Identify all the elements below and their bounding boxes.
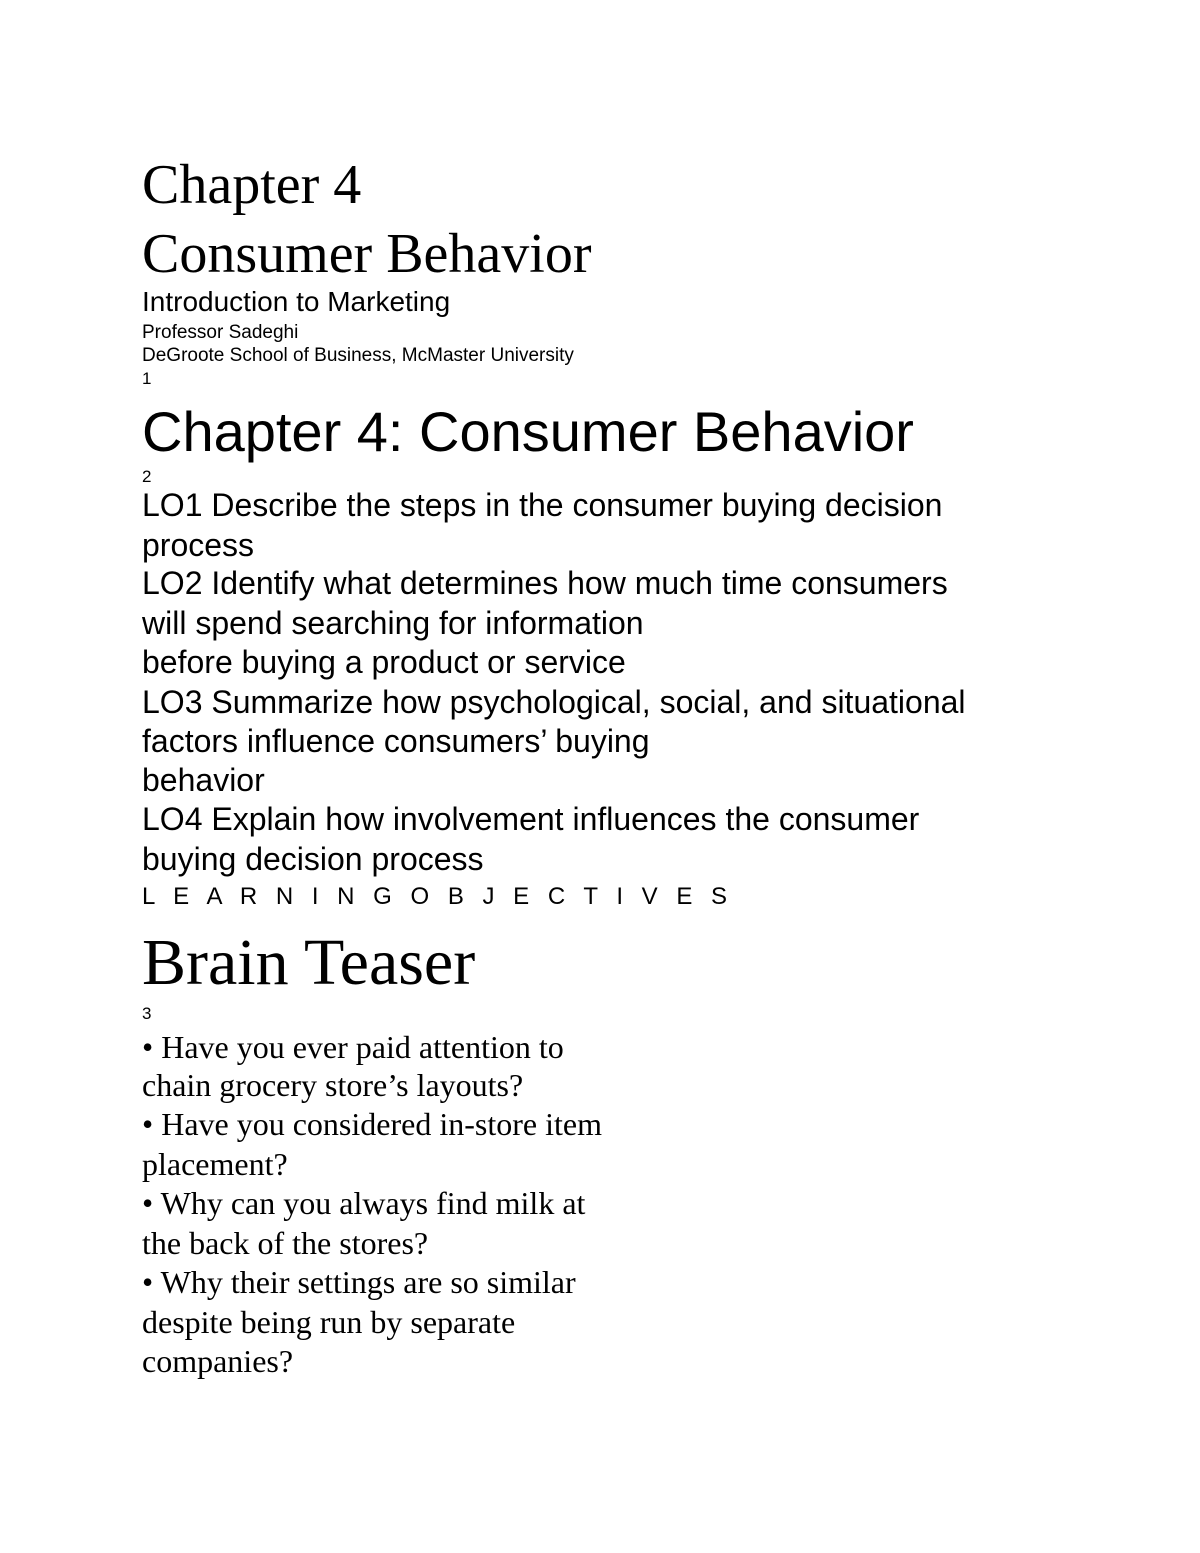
objective-line: LO4 Explain how involvement influences the consumer	[142, 801, 920, 837]
teaser-line: • Have you considered in-store item	[142, 1106, 602, 1142]
slide3-title: Brain Teaser	[142, 926, 476, 999]
objective-line: behavior	[142, 762, 265, 798]
objective-line: LO3 Summarize how psychological, social, and situational	[142, 684, 966, 720]
objective-line: buying decision process	[142, 841, 484, 877]
objective-line: LO2 Identify what determines how much time consumers	[142, 565, 948, 601]
objective-line: will spend searching for information	[142, 605, 644, 641]
teaser-line: chain grocery store’s layouts?	[142, 1067, 524, 1103]
objective-line: factors influence consumers’ buying	[142, 723, 650, 759]
slide1-title-line2: Consumer Behavior	[142, 223, 592, 285]
slide1-school: DeGroote School of Business, McMaster University	[142, 345, 574, 366]
objective-line: process	[142, 527, 255, 563]
slide2-page-number: 2	[142, 467, 152, 486]
teaser-line: • Why their settings are so similar	[142, 1264, 576, 1300]
teaser-line: placement?	[142, 1146, 288, 1182]
slide1-title-line1: Chapter 4	[142, 154, 362, 216]
slide1-course: Introduction to Marketing	[142, 286, 451, 317]
slide1-page-number: 1	[142, 369, 152, 388]
slide1-professor: Professor Sadeghi	[142, 322, 299, 343]
slide2-title: Chapter 4: Consumer Behavior	[142, 400, 914, 463]
objective-line: before buying a product or service	[142, 644, 626, 680]
learning-objectives-label: L E A R N I N G O B J E C T I V E S	[142, 883, 734, 910]
teaser-line: the back of the stores?	[142, 1225, 429, 1261]
teaser-line: companies?	[142, 1343, 294, 1379]
objective-line: LO1 Describe the steps in the consumer buying decision	[142, 487, 943, 523]
teaser-line: despite being run by separate	[142, 1304, 516, 1340]
teaser-line: • Why can you always find milk at	[142, 1185, 586, 1221]
teaser-line: • Have you ever paid attention to	[142, 1029, 564, 1065]
slide3-page-number: 3	[142, 1004, 152, 1023]
